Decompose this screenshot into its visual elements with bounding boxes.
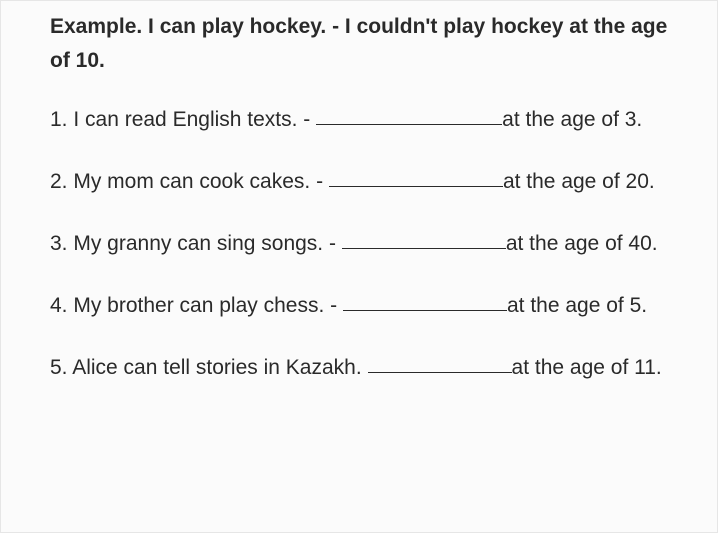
exercise-prompt: 2. My mom can cook cakes. - (50, 170, 324, 193)
exercise-suffix: at the age of 5. (506, 294, 648, 317)
exercise-prompt: 4. My brother can play chess. - (50, 294, 338, 317)
exercise-prompt: 5. Alice can tell stories in Kazakh. (50, 356, 362, 379)
worksheet-content (50, 10, 680, 385)
answer-blank (316, 123, 502, 125)
exercise-suffix: at the age of 11. (511, 356, 662, 379)
exercise-item-3 (50, 227, 680, 261)
answer-blank (368, 371, 512, 373)
exercise-item-4 (50, 289, 680, 323)
answer-blank (329, 185, 503, 187)
exercise-prompt: 3. My granny can sing songs. - (50, 232, 336, 255)
exercise-item-2 (50, 165, 680, 199)
exercise-suffix: at the age of 3. (502, 108, 643, 131)
exercise-prompt: 1. I can read English texts. - (50, 108, 311, 131)
exercise-item-1 (50, 103, 680, 137)
exercise-suffix: at the age of 20. (502, 170, 655, 193)
exercise-suffix: at the age of 40. (505, 232, 658, 255)
answer-blank (342, 247, 506, 249)
exercise-item-5 (50, 351, 680, 385)
example-sentence: Example. I can play hockey. - I couldn't play hockey at the age of 10. (50, 15, 668, 72)
answer-blank (343, 309, 507, 311)
